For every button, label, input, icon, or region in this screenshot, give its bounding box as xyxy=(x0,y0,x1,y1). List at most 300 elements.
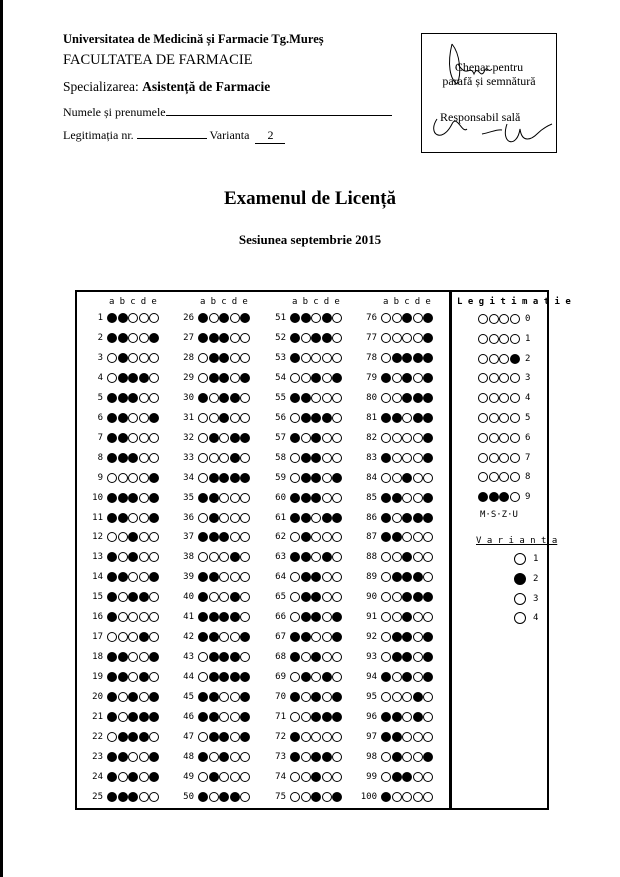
answer-bubble-53-b[interactable] xyxy=(301,353,311,363)
answer-bubble-74-b[interactable] xyxy=(301,772,311,782)
answer-bubble-79-a[interactable] xyxy=(381,373,391,383)
answer-bubble-59-b[interactable] xyxy=(301,473,311,483)
answer-bubble-100-d[interactable] xyxy=(413,792,423,802)
answer-bubble-19-b[interactable] xyxy=(118,672,128,682)
answer-bubble-33-a[interactable] xyxy=(198,453,208,463)
answer-bubble-50-c[interactable] xyxy=(219,792,229,802)
answer-bubble-81-d[interactable] xyxy=(413,413,423,423)
answer-bubble-66-d[interactable] xyxy=(322,612,332,622)
answer-bubble-60-e[interactable] xyxy=(332,493,342,503)
answer-bubble-41-d[interactable] xyxy=(230,612,240,622)
id-input-line[interactable] xyxy=(137,127,207,139)
answer-bubble-6-d[interactable] xyxy=(139,413,149,423)
answer-bubble-77-d[interactable] xyxy=(413,333,423,343)
answer-bubble-74-d[interactable] xyxy=(322,772,332,782)
id-bubble-0-4[interactable] xyxy=(510,314,520,324)
id-bubble-5-4[interactable] xyxy=(510,413,520,423)
answer-bubble-84-d[interactable] xyxy=(413,473,423,483)
answer-bubble-36-c[interactable] xyxy=(219,513,229,523)
answer-bubble-35-d[interactable] xyxy=(230,493,240,503)
answer-bubble-72-b[interactable] xyxy=(301,732,311,742)
answer-bubble-41-b[interactable] xyxy=(209,612,219,622)
answer-bubble-52-b[interactable] xyxy=(301,333,311,343)
id-bubble-5-2[interactable] xyxy=(489,413,499,423)
answer-bubble-80-b[interactable] xyxy=(392,393,402,403)
id-bubble-9-2[interactable] xyxy=(489,492,499,502)
answer-bubble-48-d[interactable] xyxy=(230,752,240,762)
answer-bubble-96-a[interactable] xyxy=(381,712,391,722)
answer-bubble-34-c[interactable] xyxy=(219,473,229,483)
answer-bubble-80-d[interactable] xyxy=(413,393,423,403)
answer-bubble-32-a[interactable] xyxy=(198,433,208,443)
answer-bubble-66-b[interactable] xyxy=(301,612,311,622)
answer-bubble-26-b[interactable] xyxy=(209,313,219,323)
answer-bubble-79-c[interactable] xyxy=(402,373,412,383)
answer-bubble-85-d[interactable] xyxy=(413,493,423,503)
answer-bubble-19-d[interactable] xyxy=(139,672,149,682)
answer-bubble-4-d[interactable] xyxy=(139,373,149,383)
answer-bubble-71-a[interactable] xyxy=(290,712,300,722)
answer-bubble-55-d[interactable] xyxy=(322,393,332,403)
answer-bubble-24-c[interactable] xyxy=(128,772,138,782)
answer-bubble-8-b[interactable] xyxy=(118,453,128,463)
id-bubble-7-4[interactable] xyxy=(510,453,520,463)
answer-bubble-69-d[interactable] xyxy=(322,672,332,682)
answer-bubble-43-b[interactable] xyxy=(209,652,219,662)
answer-bubble-31-c[interactable] xyxy=(219,413,229,423)
answer-bubble-31-b[interactable] xyxy=(209,413,219,423)
answer-bubble-8-c[interactable] xyxy=(128,453,138,463)
answer-bubble-25-c[interactable] xyxy=(128,792,138,802)
answer-bubble-20-d[interactable] xyxy=(139,692,149,702)
answer-bubble-60-d[interactable] xyxy=(322,493,332,503)
answer-bubble-86-d[interactable] xyxy=(413,513,423,523)
answer-bubble-36-b[interactable] xyxy=(209,513,219,523)
answer-bubble-46-d[interactable] xyxy=(230,712,240,722)
answer-bubble-21-b[interactable] xyxy=(118,712,128,722)
answer-bubble-61-a[interactable] xyxy=(290,513,300,523)
answer-bubble-33-d[interactable] xyxy=(230,453,240,463)
answer-bubble-32-d[interactable] xyxy=(230,433,240,443)
answer-bubble-63-b[interactable] xyxy=(301,552,311,562)
answer-bubble-51-b[interactable] xyxy=(301,313,311,323)
answer-bubble-61-e[interactable] xyxy=(332,513,342,523)
answer-bubble-54-a[interactable] xyxy=(290,373,300,383)
answer-bubble-54-d[interactable] xyxy=(322,373,332,383)
answer-bubble-53-d[interactable] xyxy=(322,353,332,363)
answer-bubble-29-d[interactable] xyxy=(230,373,240,383)
answer-bubble-49-c[interactable] xyxy=(219,772,229,782)
answer-bubble-29-a[interactable] xyxy=(198,373,208,383)
answer-bubble-33-b[interactable] xyxy=(209,453,219,463)
name-input-line[interactable] xyxy=(166,104,392,116)
answer-bubble-14-b[interactable] xyxy=(118,572,128,582)
answer-bubble-92-d[interactable] xyxy=(413,632,423,642)
answer-bubble-23-b[interactable] xyxy=(118,752,128,762)
answer-bubble-76-d[interactable] xyxy=(413,313,423,323)
answer-bubble-1-b[interactable] xyxy=(118,313,128,323)
answer-bubble-72-d[interactable] xyxy=(322,732,332,742)
answer-bubble-59-d[interactable] xyxy=(322,473,332,483)
answer-bubble-10-b[interactable] xyxy=(118,493,128,503)
answer-bubble-55-c[interactable] xyxy=(311,393,321,403)
answer-bubble-28-a[interactable] xyxy=(198,353,208,363)
answer-bubble-16-d[interactable] xyxy=(139,612,149,622)
answer-bubble-4-b[interactable] xyxy=(118,373,128,383)
answer-bubble-45-d[interactable] xyxy=(230,692,240,702)
answer-bubble-47-b[interactable] xyxy=(209,732,219,742)
answer-bubble-51-d[interactable] xyxy=(322,313,332,323)
answer-bubble-64-b[interactable] xyxy=(301,572,311,582)
answer-bubble-47-d[interactable] xyxy=(230,732,240,742)
id-bubble-2-3[interactable] xyxy=(499,354,509,364)
answer-bubble-4-c[interactable] xyxy=(128,373,138,383)
answer-bubble-6-a[interactable] xyxy=(107,413,117,423)
answer-bubble-85-e[interactable] xyxy=(423,493,433,503)
answer-bubble-6-c[interactable] xyxy=(128,413,138,423)
answer-bubble-99-b[interactable] xyxy=(392,772,402,782)
answer-bubble-42-b[interactable] xyxy=(209,632,219,642)
answer-bubble-11-b[interactable] xyxy=(118,513,128,523)
answer-bubble-60-c[interactable] xyxy=(311,493,321,503)
answer-bubble-46-b[interactable] xyxy=(209,712,219,722)
answer-bubble-35-a[interactable] xyxy=(198,493,208,503)
answer-bubble-10-d[interactable] xyxy=(139,493,149,503)
answer-bubble-82-d[interactable] xyxy=(413,433,423,443)
answer-bubble-38-b[interactable] xyxy=(209,552,219,562)
answer-bubble-84-a[interactable] xyxy=(381,473,391,483)
answer-bubble-90-b[interactable] xyxy=(392,592,402,602)
answer-bubble-93-d[interactable] xyxy=(413,652,423,662)
answer-bubble-5-b[interactable] xyxy=(118,393,128,403)
answer-bubble-27-a[interactable] xyxy=(198,333,208,343)
answer-bubble-86-b[interactable] xyxy=(392,513,402,523)
answer-bubble-26-a[interactable] xyxy=(198,313,208,323)
answer-bubble-5-d[interactable] xyxy=(139,393,149,403)
answer-bubble-52-d[interactable] xyxy=(322,333,332,343)
answer-bubble-7-c[interactable] xyxy=(128,433,138,443)
answer-bubble-58-a[interactable] xyxy=(290,453,300,463)
answer-bubble-4-a[interactable] xyxy=(107,373,117,383)
answer-bubble-2-b[interactable] xyxy=(118,333,128,343)
answer-bubble-8-a[interactable] xyxy=(107,453,117,463)
answer-bubble-31-a[interactable] xyxy=(198,413,208,423)
id-bubble-4-4[interactable] xyxy=(510,393,520,403)
answer-bubble-79-d[interactable] xyxy=(413,373,423,383)
answer-bubble-27-d[interactable] xyxy=(230,333,240,343)
answer-bubble-28-b[interactable] xyxy=(209,353,219,363)
answer-bubble-50-a[interactable] xyxy=(198,792,208,802)
answer-bubble-86-e[interactable] xyxy=(423,513,433,523)
answer-bubble-29-c[interactable] xyxy=(219,373,229,383)
answer-bubble-5-c[interactable] xyxy=(128,393,138,403)
answer-bubble-52-a[interactable] xyxy=(290,333,300,343)
answer-bubble-75-d[interactable] xyxy=(322,792,332,802)
answer-bubble-43-d[interactable] xyxy=(230,652,240,662)
answer-bubble-35-c[interactable] xyxy=(219,493,229,503)
answer-bubble-18-d[interactable] xyxy=(139,652,149,662)
answer-bubble-58-d[interactable] xyxy=(322,453,332,463)
answer-bubble-83-c[interactable] xyxy=(402,453,412,463)
answer-bubble-3-b[interactable] xyxy=(118,353,128,363)
answer-bubble-15-b[interactable] xyxy=(118,592,128,602)
answer-bubble-36-d[interactable] xyxy=(230,513,240,523)
answer-bubble-49-b[interactable] xyxy=(209,772,219,782)
answer-bubble-49-d[interactable] xyxy=(230,772,240,782)
id-bubble-0-2[interactable] xyxy=(489,314,499,324)
variant-bubble-2[interactable] xyxy=(514,573,526,585)
answer-bubble-48-a[interactable] xyxy=(198,752,208,762)
answer-bubble-71-b[interactable] xyxy=(301,712,311,722)
answer-bubble-82-b[interactable] xyxy=(392,433,402,443)
answer-bubble-11-c[interactable] xyxy=(128,513,138,523)
answer-bubble-28-d[interactable] xyxy=(230,353,240,363)
id-bubble-3-2[interactable] xyxy=(489,373,499,383)
answer-bubble-13-b[interactable] xyxy=(118,552,128,562)
answer-bubble-59-e[interactable] xyxy=(332,473,342,483)
answer-bubble-69-b[interactable] xyxy=(301,672,311,682)
answer-bubble-25-b[interactable] xyxy=(118,792,128,802)
answer-bubble-95-d[interactable] xyxy=(413,692,423,702)
variant-bubble-3[interactable] xyxy=(514,593,526,605)
answer-bubble-100-c[interactable] xyxy=(402,792,412,802)
answer-bubble-56-b[interactable] xyxy=(301,413,311,423)
answer-bubble-65-b[interactable] xyxy=(301,592,311,602)
id-bubble-6-4[interactable] xyxy=(510,433,520,443)
answer-bubble-7-d[interactable] xyxy=(139,433,149,443)
answer-bubble-16-b[interactable] xyxy=(118,612,128,622)
answer-bubble-32-c[interactable] xyxy=(219,433,229,443)
answer-bubble-22-a[interactable] xyxy=(107,732,117,742)
answer-bubble-11-d[interactable] xyxy=(139,513,149,523)
answer-bubble-98-b[interactable] xyxy=(392,752,402,762)
answer-bubble-9-b[interactable] xyxy=(118,473,128,483)
answer-bubble-80-a[interactable] xyxy=(381,393,391,403)
id-bubble-6-2[interactable] xyxy=(489,433,499,443)
answer-bubble-93-b[interactable] xyxy=(392,652,402,662)
id-bubble-6-3[interactable] xyxy=(499,433,509,443)
answer-bubble-36-e[interactable] xyxy=(240,513,250,523)
answer-bubble-92-b[interactable] xyxy=(392,632,402,642)
answer-bubble-30-d[interactable] xyxy=(230,393,240,403)
id-bubble-1-3[interactable] xyxy=(499,334,509,344)
answer-bubble-57-b[interactable] xyxy=(301,433,311,443)
id-bubble-2-4[interactable] xyxy=(510,354,520,364)
answer-bubble-84-c[interactable] xyxy=(402,473,412,483)
id-bubble-7-2[interactable] xyxy=(489,453,499,463)
answer-bubble-99-d[interactable] xyxy=(413,772,423,782)
answer-bubble-30-c[interactable] xyxy=(219,393,229,403)
answer-bubble-56-c[interactable] xyxy=(311,413,321,423)
answer-bubble-91-d[interactable] xyxy=(413,612,423,622)
answer-bubble-56-d[interactable] xyxy=(322,413,332,423)
answer-bubble-34-a[interactable] xyxy=(198,473,208,483)
answer-bubble-86-a[interactable] xyxy=(381,513,391,523)
answer-bubble-3-d[interactable] xyxy=(139,353,149,363)
answer-bubble-42-d[interactable] xyxy=(230,632,240,642)
answer-bubble-7-b[interactable] xyxy=(118,433,128,443)
answer-bubble-25-d[interactable] xyxy=(139,792,149,802)
answer-bubble-68-b[interactable] xyxy=(301,652,311,662)
answer-bubble-35-e[interactable] xyxy=(240,493,250,503)
answer-bubble-7-a[interactable] xyxy=(107,433,117,443)
answer-bubble-35-b[interactable] xyxy=(209,493,219,503)
answer-bubble-85-c[interactable] xyxy=(402,493,412,503)
answer-bubble-59-c[interactable] xyxy=(311,473,321,483)
answer-bubble-81-a[interactable] xyxy=(381,413,391,423)
answer-bubble-44-b[interactable] xyxy=(209,672,219,682)
answer-bubble-20-a[interactable] xyxy=(107,692,117,702)
answer-bubble-67-b[interactable] xyxy=(301,632,311,642)
answer-bubble-73-d[interactable] xyxy=(322,752,332,762)
answer-bubble-58-b[interactable] xyxy=(301,453,311,463)
answer-bubble-17-d[interactable] xyxy=(139,632,149,642)
answer-bubble-20-b[interactable] xyxy=(118,692,128,702)
answer-bubble-50-b[interactable] xyxy=(209,792,219,802)
answer-bubble-80-c[interactable] xyxy=(402,393,412,403)
answer-bubble-95-a[interactable] xyxy=(381,692,391,702)
answer-bubble-1-d[interactable] xyxy=(139,313,149,323)
answer-bubble-61-c[interactable] xyxy=(311,513,321,523)
answer-bubble-33-c[interactable] xyxy=(219,453,229,463)
answer-bubble-71-d[interactable] xyxy=(322,712,332,722)
answer-bubble-27-b[interactable] xyxy=(209,333,219,343)
answer-bubble-32-b[interactable] xyxy=(209,433,219,443)
answer-bubble-75-c[interactable] xyxy=(311,792,321,802)
id-bubble-2-1[interactable] xyxy=(478,354,488,364)
answer-bubble-8-d[interactable] xyxy=(139,453,149,463)
id-bubble-5-1[interactable] xyxy=(478,413,488,423)
answer-bubble-97-b[interactable] xyxy=(392,732,402,742)
answer-bubble-11-e[interactable] xyxy=(149,513,159,523)
answer-bubble-68-d[interactable] xyxy=(322,652,332,662)
answer-bubble-85-b[interactable] xyxy=(392,493,402,503)
answer-bubble-10-a[interactable] xyxy=(107,493,117,503)
answer-bubble-61-b[interactable] xyxy=(301,513,311,523)
answer-bubble-46-a[interactable] xyxy=(198,712,208,722)
answer-bubble-40-b[interactable] xyxy=(209,592,219,602)
answer-bubble-81-b[interactable] xyxy=(392,413,402,423)
answer-bubble-30-a[interactable] xyxy=(198,393,208,403)
answer-bubble-57-d[interactable] xyxy=(322,433,332,443)
answer-bubble-24-b[interactable] xyxy=(118,772,128,782)
answer-bubble-75-a[interactable] xyxy=(290,792,300,802)
answer-bubble-94-b[interactable] xyxy=(392,672,402,682)
answer-bubble-81-c[interactable] xyxy=(402,413,412,423)
answer-bubble-67-d[interactable] xyxy=(322,632,332,642)
answer-bubble-78-a[interactable] xyxy=(381,353,391,363)
answer-bubble-55-a[interactable] xyxy=(290,393,300,403)
answer-bubble-83-b[interactable] xyxy=(392,453,402,463)
answer-bubble-57-a[interactable] xyxy=(290,433,300,443)
answer-bubble-55-b[interactable] xyxy=(301,393,311,403)
answer-bubble-85-a[interactable] xyxy=(381,493,391,503)
answer-bubble-2-a[interactable] xyxy=(107,333,117,343)
answer-bubble-84-e[interactable] xyxy=(423,473,433,483)
id-bubble-7-3[interactable] xyxy=(499,453,509,463)
answer-bubble-51-a[interactable] xyxy=(290,313,300,323)
answer-bubble-82-c[interactable] xyxy=(402,433,412,443)
answer-bubble-54-c[interactable] xyxy=(311,373,321,383)
answer-bubble-18-b[interactable] xyxy=(118,652,128,662)
answer-bubble-56-a[interactable] xyxy=(290,413,300,423)
answer-bubble-60-a[interactable] xyxy=(290,493,300,503)
answer-bubble-98-d[interactable] xyxy=(413,752,423,762)
answer-bubble-77-a[interactable] xyxy=(381,333,391,343)
id-bubble-2-2[interactable] xyxy=(489,354,499,364)
answer-bubble-94-d[interactable] xyxy=(413,672,423,682)
answer-bubble-21-a[interactable] xyxy=(107,712,117,722)
answer-bubble-96-d[interactable] xyxy=(413,712,423,722)
answer-bubble-86-c[interactable] xyxy=(402,513,412,523)
answer-bubble-10-c[interactable] xyxy=(128,493,138,503)
answer-bubble-70-a[interactable] xyxy=(290,692,300,702)
answer-bubble-36-a[interactable] xyxy=(198,513,208,523)
answer-bubble-77-b[interactable] xyxy=(392,333,402,343)
id-bubble-1-1[interactable] xyxy=(478,334,488,344)
answer-bubble-84-b[interactable] xyxy=(392,473,402,483)
answer-bubble-58-c[interactable] xyxy=(311,453,321,463)
answer-bubble-24-d[interactable] xyxy=(139,772,149,782)
id-bubble-1-4[interactable] xyxy=(510,334,520,344)
answer-bubble-70-b[interactable] xyxy=(301,692,311,702)
answer-bubble-34-e[interactable] xyxy=(240,473,250,483)
answer-bubble-45-b[interactable] xyxy=(209,692,219,702)
answer-bubble-83-a[interactable] xyxy=(381,453,391,463)
answer-bubble-11-a[interactable] xyxy=(107,513,117,523)
answer-bubble-57-c[interactable] xyxy=(311,433,321,443)
answer-bubble-44-d[interactable] xyxy=(230,672,240,682)
answer-bubble-73-a[interactable] xyxy=(290,752,300,762)
answer-bubble-24-a[interactable] xyxy=(107,772,117,782)
answer-bubble-100-a[interactable] xyxy=(381,792,391,802)
answer-bubble-74-a[interactable] xyxy=(290,772,300,782)
answer-bubble-9-a[interactable] xyxy=(107,473,117,483)
answer-bubble-10-e[interactable] xyxy=(149,493,159,503)
answer-bubble-39-b[interactable] xyxy=(209,572,219,582)
answer-bubble-91-b[interactable] xyxy=(392,612,402,622)
answer-bubble-100-b[interactable] xyxy=(392,792,402,802)
answer-bubble-26-d[interactable] xyxy=(230,313,240,323)
id-bubble-6-1[interactable] xyxy=(478,433,488,443)
answer-bubble-89-b[interactable] xyxy=(392,572,402,582)
answer-bubble-98-a[interactable] xyxy=(381,752,391,762)
answer-bubble-21-d[interactable] xyxy=(139,712,149,722)
id-bubble-4-2[interactable] xyxy=(489,393,499,403)
answer-bubble-82-a[interactable] xyxy=(381,433,391,443)
answer-bubble-29-b[interactable] xyxy=(209,373,219,383)
answer-bubble-31-d[interactable] xyxy=(230,413,240,423)
variant-bubble-1[interactable] xyxy=(514,553,526,565)
answer-bubble-23-a[interactable] xyxy=(107,752,117,762)
answer-bubble-9-c[interactable] xyxy=(128,473,138,483)
answer-bubble-1-a[interactable] xyxy=(107,313,117,323)
answer-bubble-48-b[interactable] xyxy=(209,752,219,762)
answer-bubble-97-a[interactable] xyxy=(381,732,391,742)
id-bubble-7-1[interactable] xyxy=(478,453,488,463)
answer-bubble-61-d[interactable] xyxy=(322,513,332,523)
answer-bubble-88-b[interactable] xyxy=(392,552,402,562)
answer-bubble-47-a[interactable] xyxy=(198,732,208,742)
id-bubble-8-2[interactable] xyxy=(489,472,499,482)
answer-bubble-25-a[interactable] xyxy=(107,792,117,802)
answer-bubble-76-b[interactable] xyxy=(392,313,402,323)
answer-bubble-70-d[interactable] xyxy=(322,692,332,702)
answer-bubble-78-d[interactable] xyxy=(413,353,423,363)
answer-bubble-6-b[interactable] xyxy=(118,413,128,423)
answer-bubble-34-d[interactable] xyxy=(230,473,240,483)
answer-bubble-49-a[interactable] xyxy=(198,772,208,782)
